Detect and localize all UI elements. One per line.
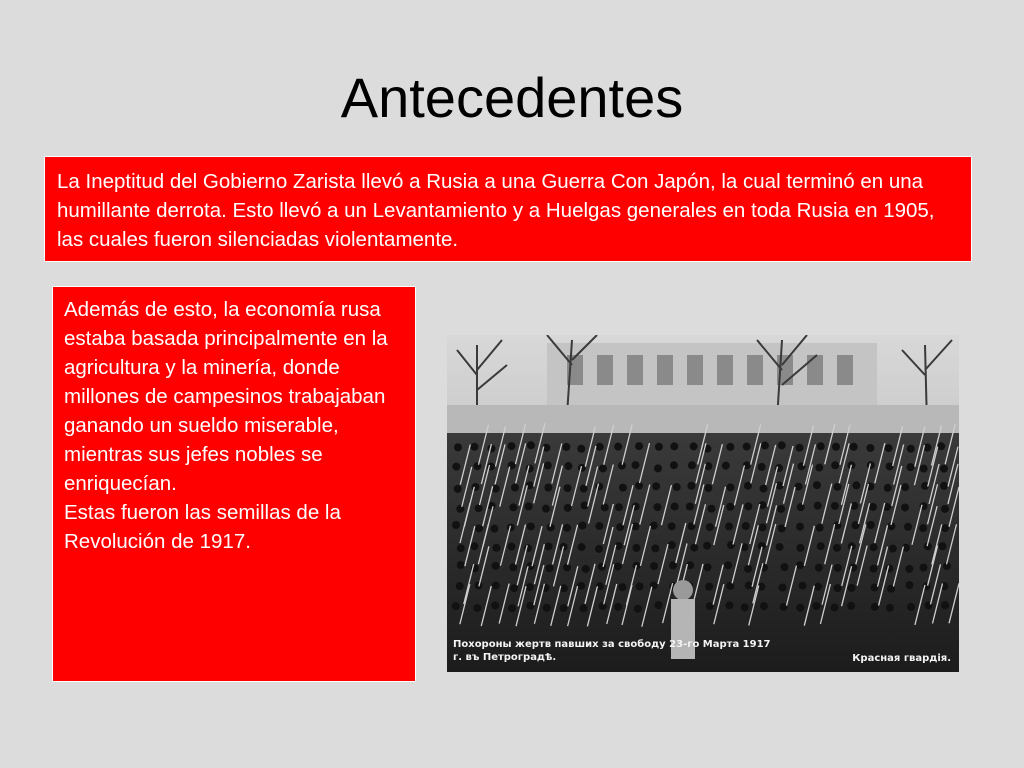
intro-text-box — [44, 156, 972, 262]
seeds-paragraph: Estas fueron las semillas de la Revolución de 1917. — [64, 501, 341, 553]
economy-text-box — [52, 286, 416, 682]
soldiers-march-photo — [447, 335, 959, 672]
photo-caption: Похороны жертв павших за свободу 23-го Марта 1917 г. въ Петроградѣ. — [453, 639, 771, 663]
economy-paragraph: Además de esto, la economía rusa estaba basada principalmente en la agricultura y la minería, donde millones de campesinos trabajaban ganando un sueldo miserable, mientras sus jefes nobles se enriquecían. — [64, 298, 388, 495]
historical-photo — [447, 335, 959, 672]
slide-title: Antecedentes — [340, 66, 684, 129]
intro-paragraph: La Ineptitud del Gobierno Zarista llevó a Rusia a una Guerra Con Japón, la cual terminó en una humillante derrota. Esto llevó a un Levantamiento y a Huelgas generales en toda Rusia en 1905, las cuales fueron silenciadas violentamente. — [57, 170, 935, 251]
photo-caption-label: Красная гвардія. — [852, 653, 951, 664]
